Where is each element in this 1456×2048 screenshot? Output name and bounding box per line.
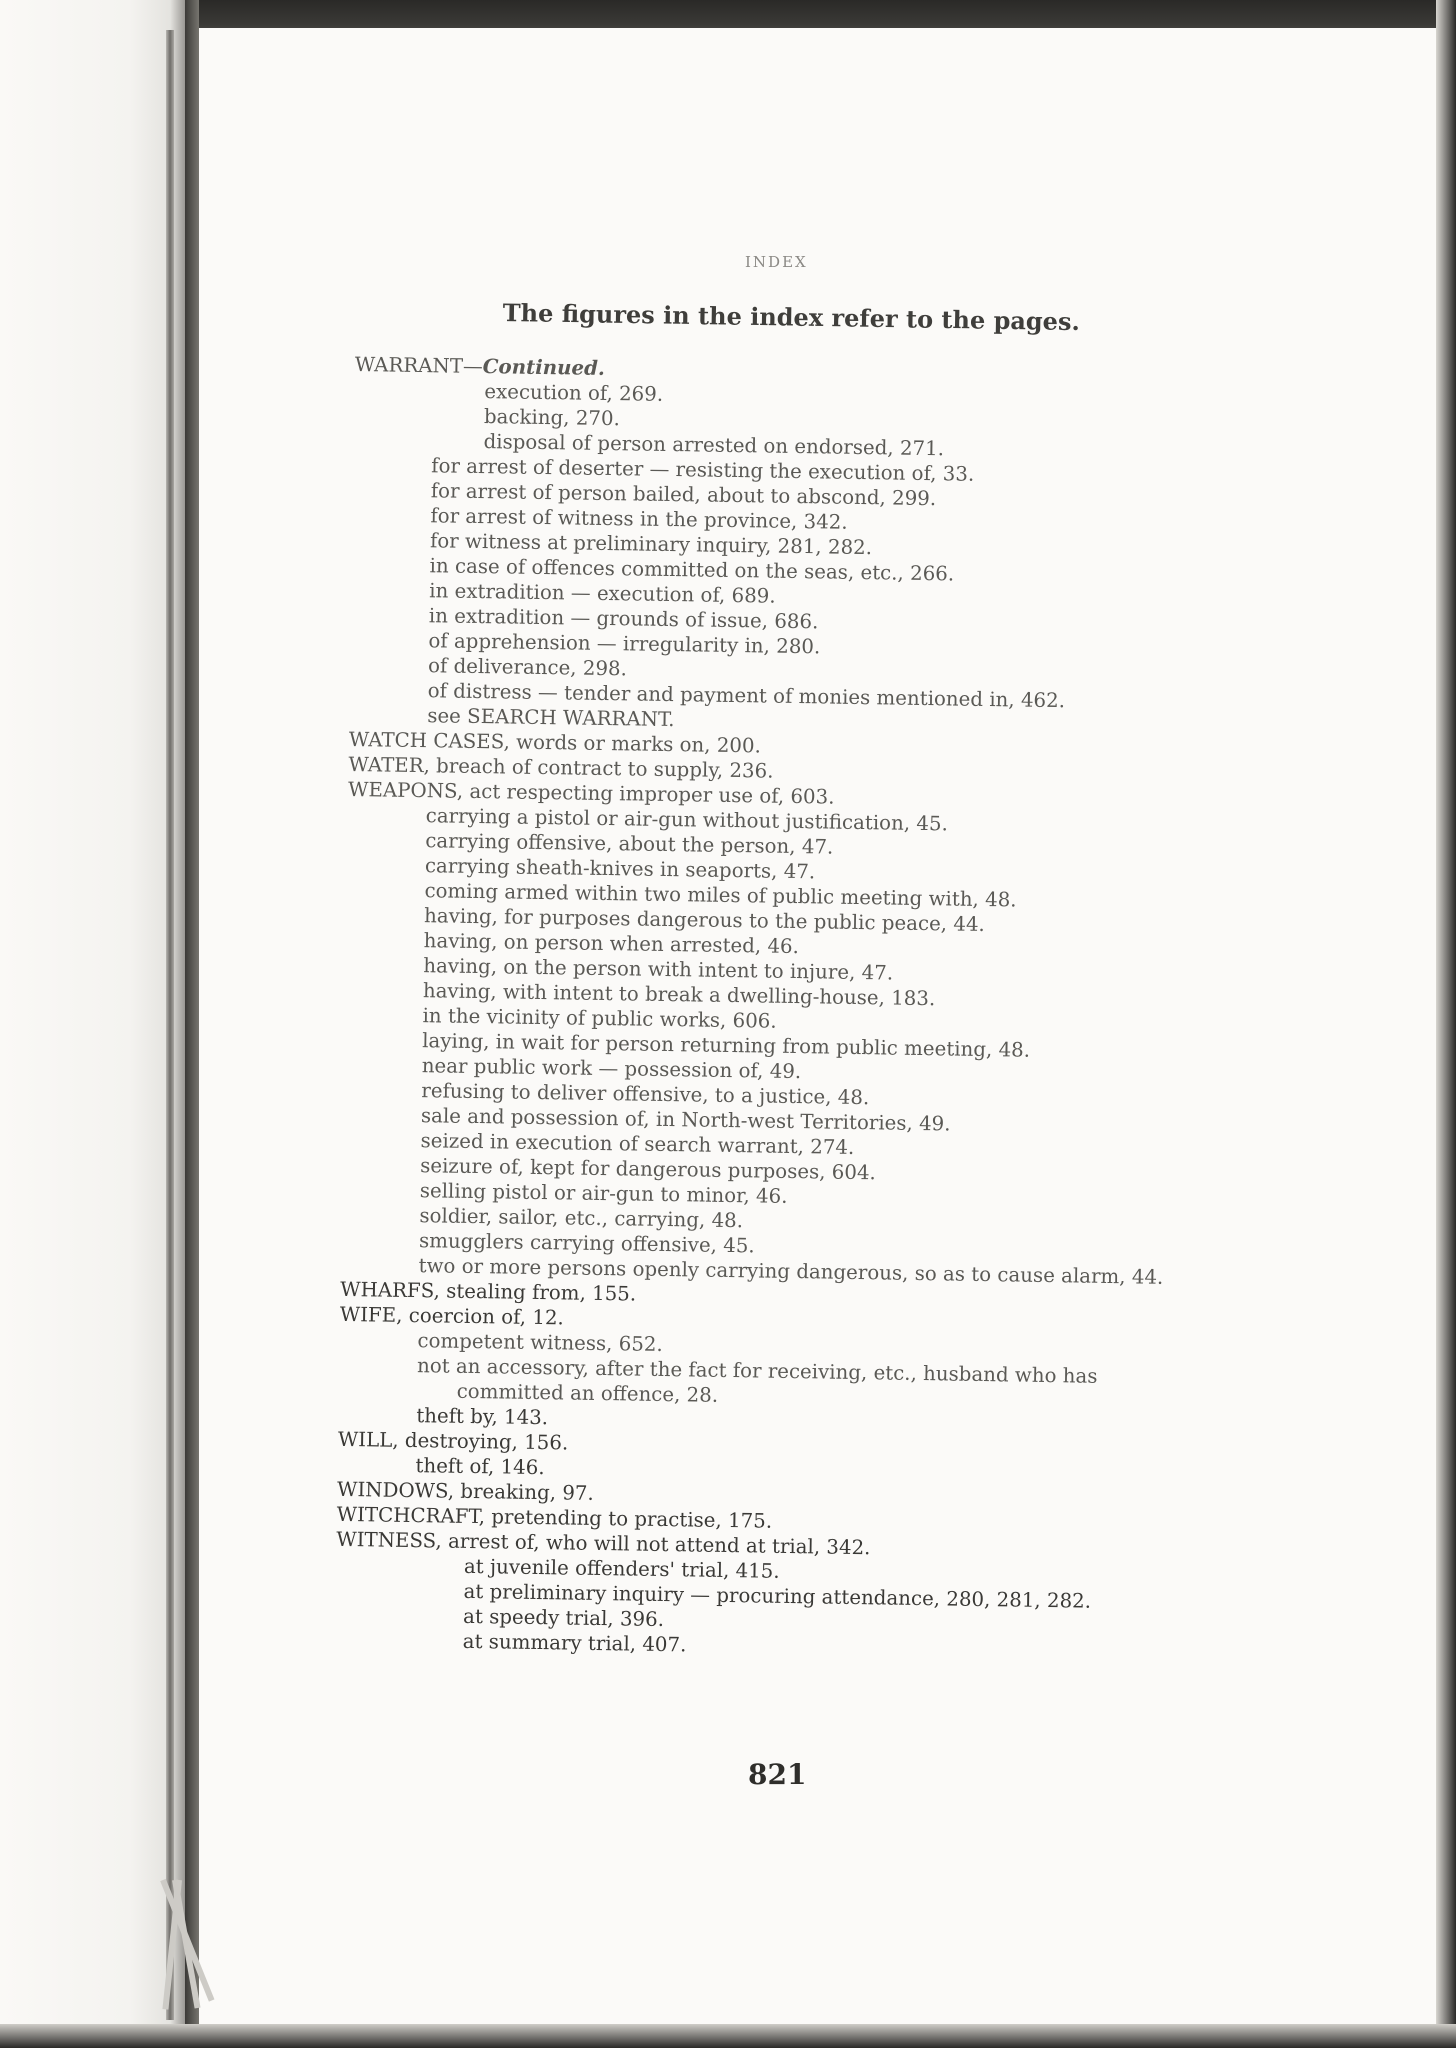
index-subentry: near public work — possession of, 49. xyxy=(421,1054,802,1084)
index-subentry: seized in execution of search warrant, 274. xyxy=(420,1129,855,1159)
index-subentry: for witness at preliminary inquiry, 281, 282. xyxy=(429,529,873,560)
index-subentry: backing, 270. xyxy=(483,405,621,431)
index-subentry: for arrest of witness in the province, 342. xyxy=(430,504,848,534)
index-subentry: for arrest of deserter — resisting the execution of, 33. xyxy=(431,454,975,486)
index-subentry: laying, in wait for person returning from public meeting, 48. xyxy=(422,1029,1031,1062)
index-subentry: competent witness, 652. xyxy=(417,1329,663,1356)
index-subentry: theft of, 146. xyxy=(415,1454,545,1480)
index-subentry: in extradition — execution of, 689. xyxy=(429,579,776,608)
index-subentry: in case of offences committed on the seas, etc., 266. xyxy=(429,554,955,586)
index-heading-entry: WITCHCRAFT, pretending to practise, 175. xyxy=(336,1502,773,1533)
index-subentry: at summary trial, 407. xyxy=(462,1629,687,1657)
index-subentry: in extradition — grounds of issue, 686. xyxy=(428,604,819,634)
page-number: 821 xyxy=(748,1758,807,1791)
index-subentry: at speedy trial, 396. xyxy=(462,1604,665,1632)
index-subentry: of deliverance, 298. xyxy=(427,654,628,681)
index-subentry: carrying offensive, about the person, 47. xyxy=(425,829,834,859)
index-heading-entry: WEAPONS, act respecting improper use of, 603. xyxy=(347,777,835,809)
index-subentry: disposal of person arrested on endorsed, 271. xyxy=(483,430,945,461)
index-subentry: carrying a pistol or air-gun without justification, 45. xyxy=(425,804,949,836)
index-subentry: selling pistol or air-gun to minor, 46. xyxy=(419,1179,788,1208)
index-subentry: carrying sheath-knives in seaports, 47. xyxy=(424,854,816,884)
index-subentry: coming armed within two miles of public meeting with, 48. xyxy=(424,879,1017,912)
index-subentry: having, for purposes dangerous to the public peace, 44. xyxy=(423,904,986,936)
index-subentry: not an accessory, after the fact for receiving, etc., husband who has committed an offence, 28. xyxy=(416,1354,1098,1407)
index-note: The figures in the index refer to the pages. xyxy=(502,298,1081,337)
index-subentry: refusing to deliver offensive, to a justice, 48. xyxy=(421,1079,870,1110)
index-subentry: sale and possession of, in North-west Territories, 49. xyxy=(420,1104,951,1136)
index-subentry: theft by, 143. xyxy=(416,1404,549,1430)
index-subentry: smugglers carrying offensive, 45. xyxy=(418,1229,755,1258)
index-subentry: at juvenile offenders' trial, 415. xyxy=(463,1554,780,1583)
index-subentry: of distress — tender and payment of monies mentioned in, 462. xyxy=(427,679,1066,713)
index-subentry: seizure of, kept for dangerous purposes, 604. xyxy=(420,1154,876,1185)
index-subentry: having, with intent to break a dwelling-house, 183. xyxy=(422,979,936,1011)
continued-label: Continued. xyxy=(482,354,606,380)
index-heading-entry: WILL, destroying, 156. xyxy=(337,1427,569,1455)
index-subentry: two or more persons openly carrying dangerous, so as to cause alarm, 44. xyxy=(418,1254,1164,1289)
index-subentry: in the vicinity of public works, 606. xyxy=(422,1004,777,1033)
index-subentry: soldier, sailor, etc., carrying, 48. xyxy=(419,1204,744,1233)
index-heading-entry: WIFE, coercion of, 12. xyxy=(339,1302,564,1330)
index-subentry: having, on person when arrested, 46. xyxy=(423,929,800,959)
index-subentry: for arrest of person bailed, about to abscond, 299. xyxy=(430,479,937,511)
cross-reference: see SEARCH WARRANT. xyxy=(427,704,675,732)
index-heading-entry: WINDOWS, breaking, 97. xyxy=(336,1477,594,1505)
index-heading-entry: WATCH CASES, words or marks on, 200. xyxy=(348,727,762,758)
index-subentry: having, on the person with intent to injure, 47. xyxy=(423,954,894,985)
index-heading-entry: WITNESS, arrest of, who will not attend at trial, 342. xyxy=(336,1527,871,1560)
index-heading-entry: WATER, breach of contract to supply, 236. xyxy=(348,752,774,783)
index-subentry: of apprehension — irregularity in, 280. xyxy=(428,629,821,659)
index-subentry: execution of, 269. xyxy=(484,380,664,406)
running-head: INDEX xyxy=(745,253,808,271)
index-subentry: at preliminary inquiry — procuring attendance, 280, 281, 282. xyxy=(463,1579,1092,1613)
index-heading-entry: WHARFS, stealing from, 155. xyxy=(340,1277,637,1306)
index-entries xyxy=(335,352,1215,1665)
entry-heading: WARRANT— xyxy=(354,352,483,379)
